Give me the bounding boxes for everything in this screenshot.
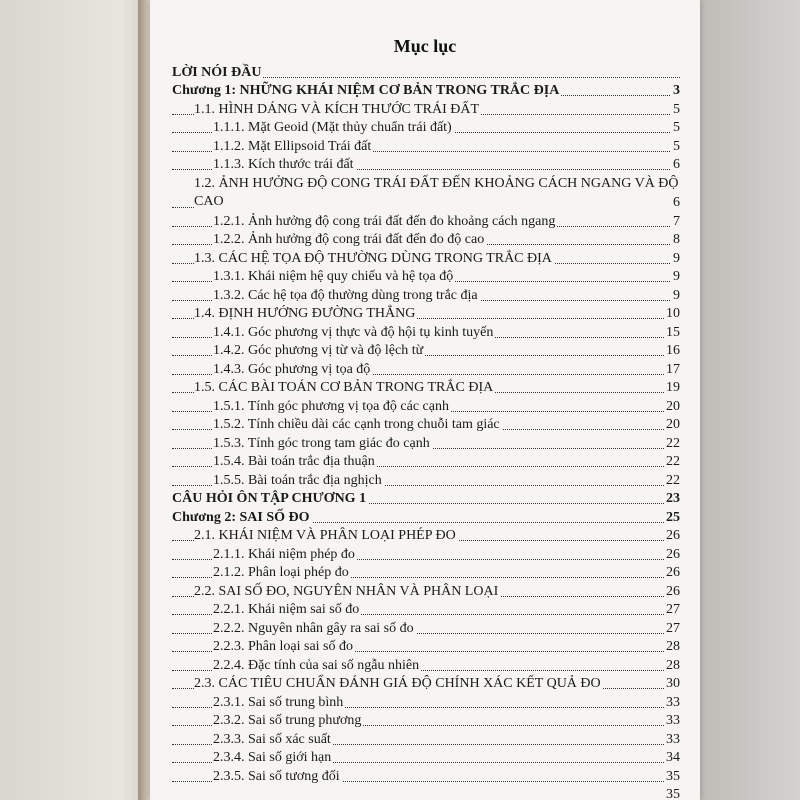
previous-page-edge	[0, 0, 150, 800]
toc-entry-page: 35	[666, 768, 680, 784]
toc-entry-title: Chương 2: SAI SỐ ĐO	[172, 509, 310, 525]
toc-entry-title: 1.2.2. Ảnh hưởng độ cong trái đất đến đo độ cao	[213, 232, 485, 247]
toc-entry-title: 2.3.1. Sai số trung bình	[213, 694, 344, 710]
toc-entry-title: 1.3.2. Các hệ tọa độ thường dùng trong trắc địa	[213, 287, 478, 303]
toc-entry	[172, 674, 680, 693]
toc-entry-title: 1.5.4. Bài toán trắc địa thuận	[213, 454, 375, 469]
toc-entry-title: 2.2.2. Nguyên nhân gây ra sai số đo	[213, 620, 414, 636]
toc-entry	[172, 136, 680, 155]
toc-entry	[172, 526, 680, 545]
toc-entry	[172, 118, 680, 137]
toc-entry	[172, 155, 680, 174]
toc-entry-title: CÂU HỎI ÔN TẬP CHƯƠNG 1	[172, 491, 367, 506]
book-spine-edge	[138, 0, 148, 800]
toc-entry-page: 5	[673, 101, 680, 117]
toc-entry-title: 2.2.4. Đặc tính của sai số ngẫu nhiên	[213, 657, 420, 673]
toc-entry-title: 1.5. CÁC BÀI TOÁN CƠ BẢN TRONG TRẮC ĐỊA	[194, 380, 494, 395]
toc-entry	[172, 396, 680, 415]
toc-entry-title: 2.3.3. Sai số xác suất	[213, 731, 331, 747]
toc-entry-title: Chương 1: NHỮNG KHÁI NIỆM CƠ BẢN TRONG TRẮC ĐỊA	[172, 83, 560, 98]
toc-entry	[172, 618, 680, 637]
toc-entry-title: 2.1. KHÁI NIỆM VÀ PHÂN LOẠI PHÉP ĐO	[194, 528, 456, 543]
toc-entry	[172, 581, 680, 600]
toc-entry-page: 6	[673, 195, 680, 210]
toc-entry-page: 22	[666, 454, 680, 469]
toc-entry	[172, 415, 680, 434]
toc-entry-page: 34	[666, 750, 680, 765]
toc-entry-page: 35	[664, 787, 680, 800]
toc-entry-page: 5	[673, 120, 680, 135]
toc-entry-title: 2.3.5. Sai số tương đối	[213, 768, 340, 784]
toc-entry	[172, 62, 680, 81]
toc-entry-page: 27	[666, 620, 680, 636]
toc-entry-page: 26	[666, 565, 680, 580]
background-surface	[700, 0, 800, 800]
toc-entry-title: 2.2.1. Khái niệm sai số đo	[213, 602, 360, 617]
toc-entry	[172, 711, 680, 730]
toc-entry-page: 17	[666, 361, 680, 377]
toc-entry-page: 20	[666, 398, 680, 414]
toc-entry	[172, 563, 680, 582]
toc-entry-page: 26	[666, 583, 680, 599]
table-of-contents	[172, 62, 680, 800]
toc-entry	[172, 304, 680, 323]
toc-entry-page: 22	[666, 435, 680, 451]
toc-entry-title: 1.4.2. Góc phương vị từ và độ lệch từ	[213, 343, 424, 358]
toc-entry	[172, 433, 680, 452]
toc-entry-page: 33	[666, 694, 680, 710]
toc-entry	[172, 248, 680, 267]
toc-entry-title: 2.3.2. Sai số trung phương	[213, 713, 362, 728]
toc-entry-title: 2.1.2. Phân loại phép đo	[213, 565, 349, 580]
toc-entry-title: 2.1.1. Khái niệm phép đo	[213, 546, 355, 562]
toc-entry	[172, 378, 680, 397]
toc-entry-title: 1.5.3. Tính góc trong tam giác đo cạnh	[213, 435, 430, 451]
toc-entry-page: 25	[666, 509, 680, 525]
toc-entry-page: 20	[666, 417, 680, 432]
toc-entry-page: 33	[666, 713, 680, 728]
toc-entry-title: 1.2. ẢNH HƯỞNG ĐỘ CONG TRÁI ĐẤT ĐẾN KHOẢNG CÁCH NGANG VÀ ĐỘ CAO	[194, 175, 681, 211]
toc-entry	[172, 507, 680, 526]
toc-entry-title: 2.3.4. Sai số giới hạn	[213, 750, 332, 765]
toc-entry	[172, 748, 680, 767]
toc-entry-page: 28	[666, 639, 680, 654]
toc-entry-page: 26	[666, 546, 680, 562]
toc-entry	[172, 766, 680, 785]
toc-entry-page: 15	[666, 324, 680, 340]
toc-entry-title: 1.1.1. Mặt Geoid (Mặt thủy chuẩn trái đất)	[213, 120, 452, 135]
toc-entry-title: 1.4.3. Góc phương vị tọa độ	[213, 361, 371, 377]
toc-entry	[172, 729, 680, 748]
toc-entry	[172, 230, 680, 249]
toc-entry	[172, 285, 680, 304]
toc-entry-title: 2.3. CÁC TIÊU CHUẨN ĐÁNH GIÁ ĐỘ CHÍNH XÁC KẾT QUẢ ĐO	[194, 676, 601, 691]
toc-entry-title: 2.2.3. Phân loại sai số đo	[213, 639, 353, 654]
toc-entry-page: 10	[666, 306, 680, 321]
trailing-page-number	[172, 785, 680, 800]
toc-entry	[172, 211, 680, 230]
toc-entry	[172, 489, 680, 508]
toc-entry	[172, 452, 680, 471]
toc-entry	[172, 470, 680, 489]
toc-entry-page: 33	[666, 731, 680, 747]
toc-entry	[172, 267, 680, 286]
toc-entry-page: 7	[673, 213, 680, 229]
toc-entry-title: 1.1.2. Mặt Ellipsoid Trái đất	[213, 138, 372, 154]
toc-entry	[172, 600, 680, 619]
toc-entry-title: 1.5.5. Bài toán trắc địa nghịch	[213, 472, 382, 488]
toc-entry-title: 1.1.3. Kích thước trái đất	[213, 157, 354, 172]
toc-entry-page: 9	[673, 250, 680, 266]
toc-entry-page: 16	[666, 343, 680, 358]
toc-entry-page: 27	[666, 602, 680, 617]
toc-entry	[172, 81, 680, 100]
toc-entry	[172, 692, 680, 711]
toc-entry-title: 1.4. ĐỊNH HƯỚNG ĐƯỜNG THẲNG	[194, 306, 416, 321]
toc-entry-page: 9	[673, 287, 680, 303]
toc-entry	[172, 99, 680, 118]
toc-entry	[172, 341, 680, 360]
toc-entry-page: 30	[666, 676, 680, 691]
toc-entry	[172, 637, 680, 656]
toc-entry-title: 1.5.2. Tính chiều dài các cạnh trong chuỗi tam giác	[213, 417, 500, 432]
toc-entry-page: 19	[666, 380, 680, 395]
toc-entry-page: 8	[673, 232, 680, 247]
toc-entry-title: LỜI NÓI ĐẦU	[172, 64, 262, 80]
toc-entry	[172, 544, 680, 563]
toc-page	[150, 0, 700, 800]
toc-entry-page: 5	[673, 138, 680, 154]
toc-entry-title: 1.3. CÁC HỆ TỌA ĐỘ THƯỜNG DÙNG TRONG TRẮC ĐỊA	[194, 250, 552, 266]
toc-entry-title: 1.4.1. Góc phương vị thực và độ hội tụ kinh tuyến	[213, 324, 494, 340]
toc-entry-page: 22	[666, 472, 680, 488]
toc-entry	[172, 322, 680, 341]
toc-entry	[172, 173, 680, 211]
toc-entry-page: 3	[673, 83, 680, 98]
toc-entry-page: 6	[673, 157, 680, 172]
toc-entry-page: 28	[666, 657, 680, 673]
toc-entry-title: 1.1. HÌNH DÁNG VÀ KÍCH THƯỚC TRÁI ĐẤT	[194, 101, 480, 117]
toc-entry-page: 26	[666, 528, 680, 543]
toc-entry-title: 1.3.1. Khái niệm hệ quy chiếu và hệ tọa độ	[213, 269, 454, 284]
toc-entry-title: 2.2. SAI SỐ ĐO, NGUYÊN NHÂN VÀ PHÂN LOẠI	[194, 583, 499, 599]
toc-entry	[172, 359, 680, 378]
toc-entry	[172, 655, 680, 674]
toc-entry-page: 23	[666, 491, 680, 506]
toc-entry-title: 1.5.1. Tính góc phương vị tọa độ các cạnh	[213, 398, 449, 414]
toc-entry-page: 9	[673, 269, 680, 284]
page-title: Mục lục	[393, 36, 457, 56]
toc-entry-title: 1.2.1. Ảnh hưởng độ cong trái đất đến đo khoảng cách ngang	[213, 213, 556, 229]
